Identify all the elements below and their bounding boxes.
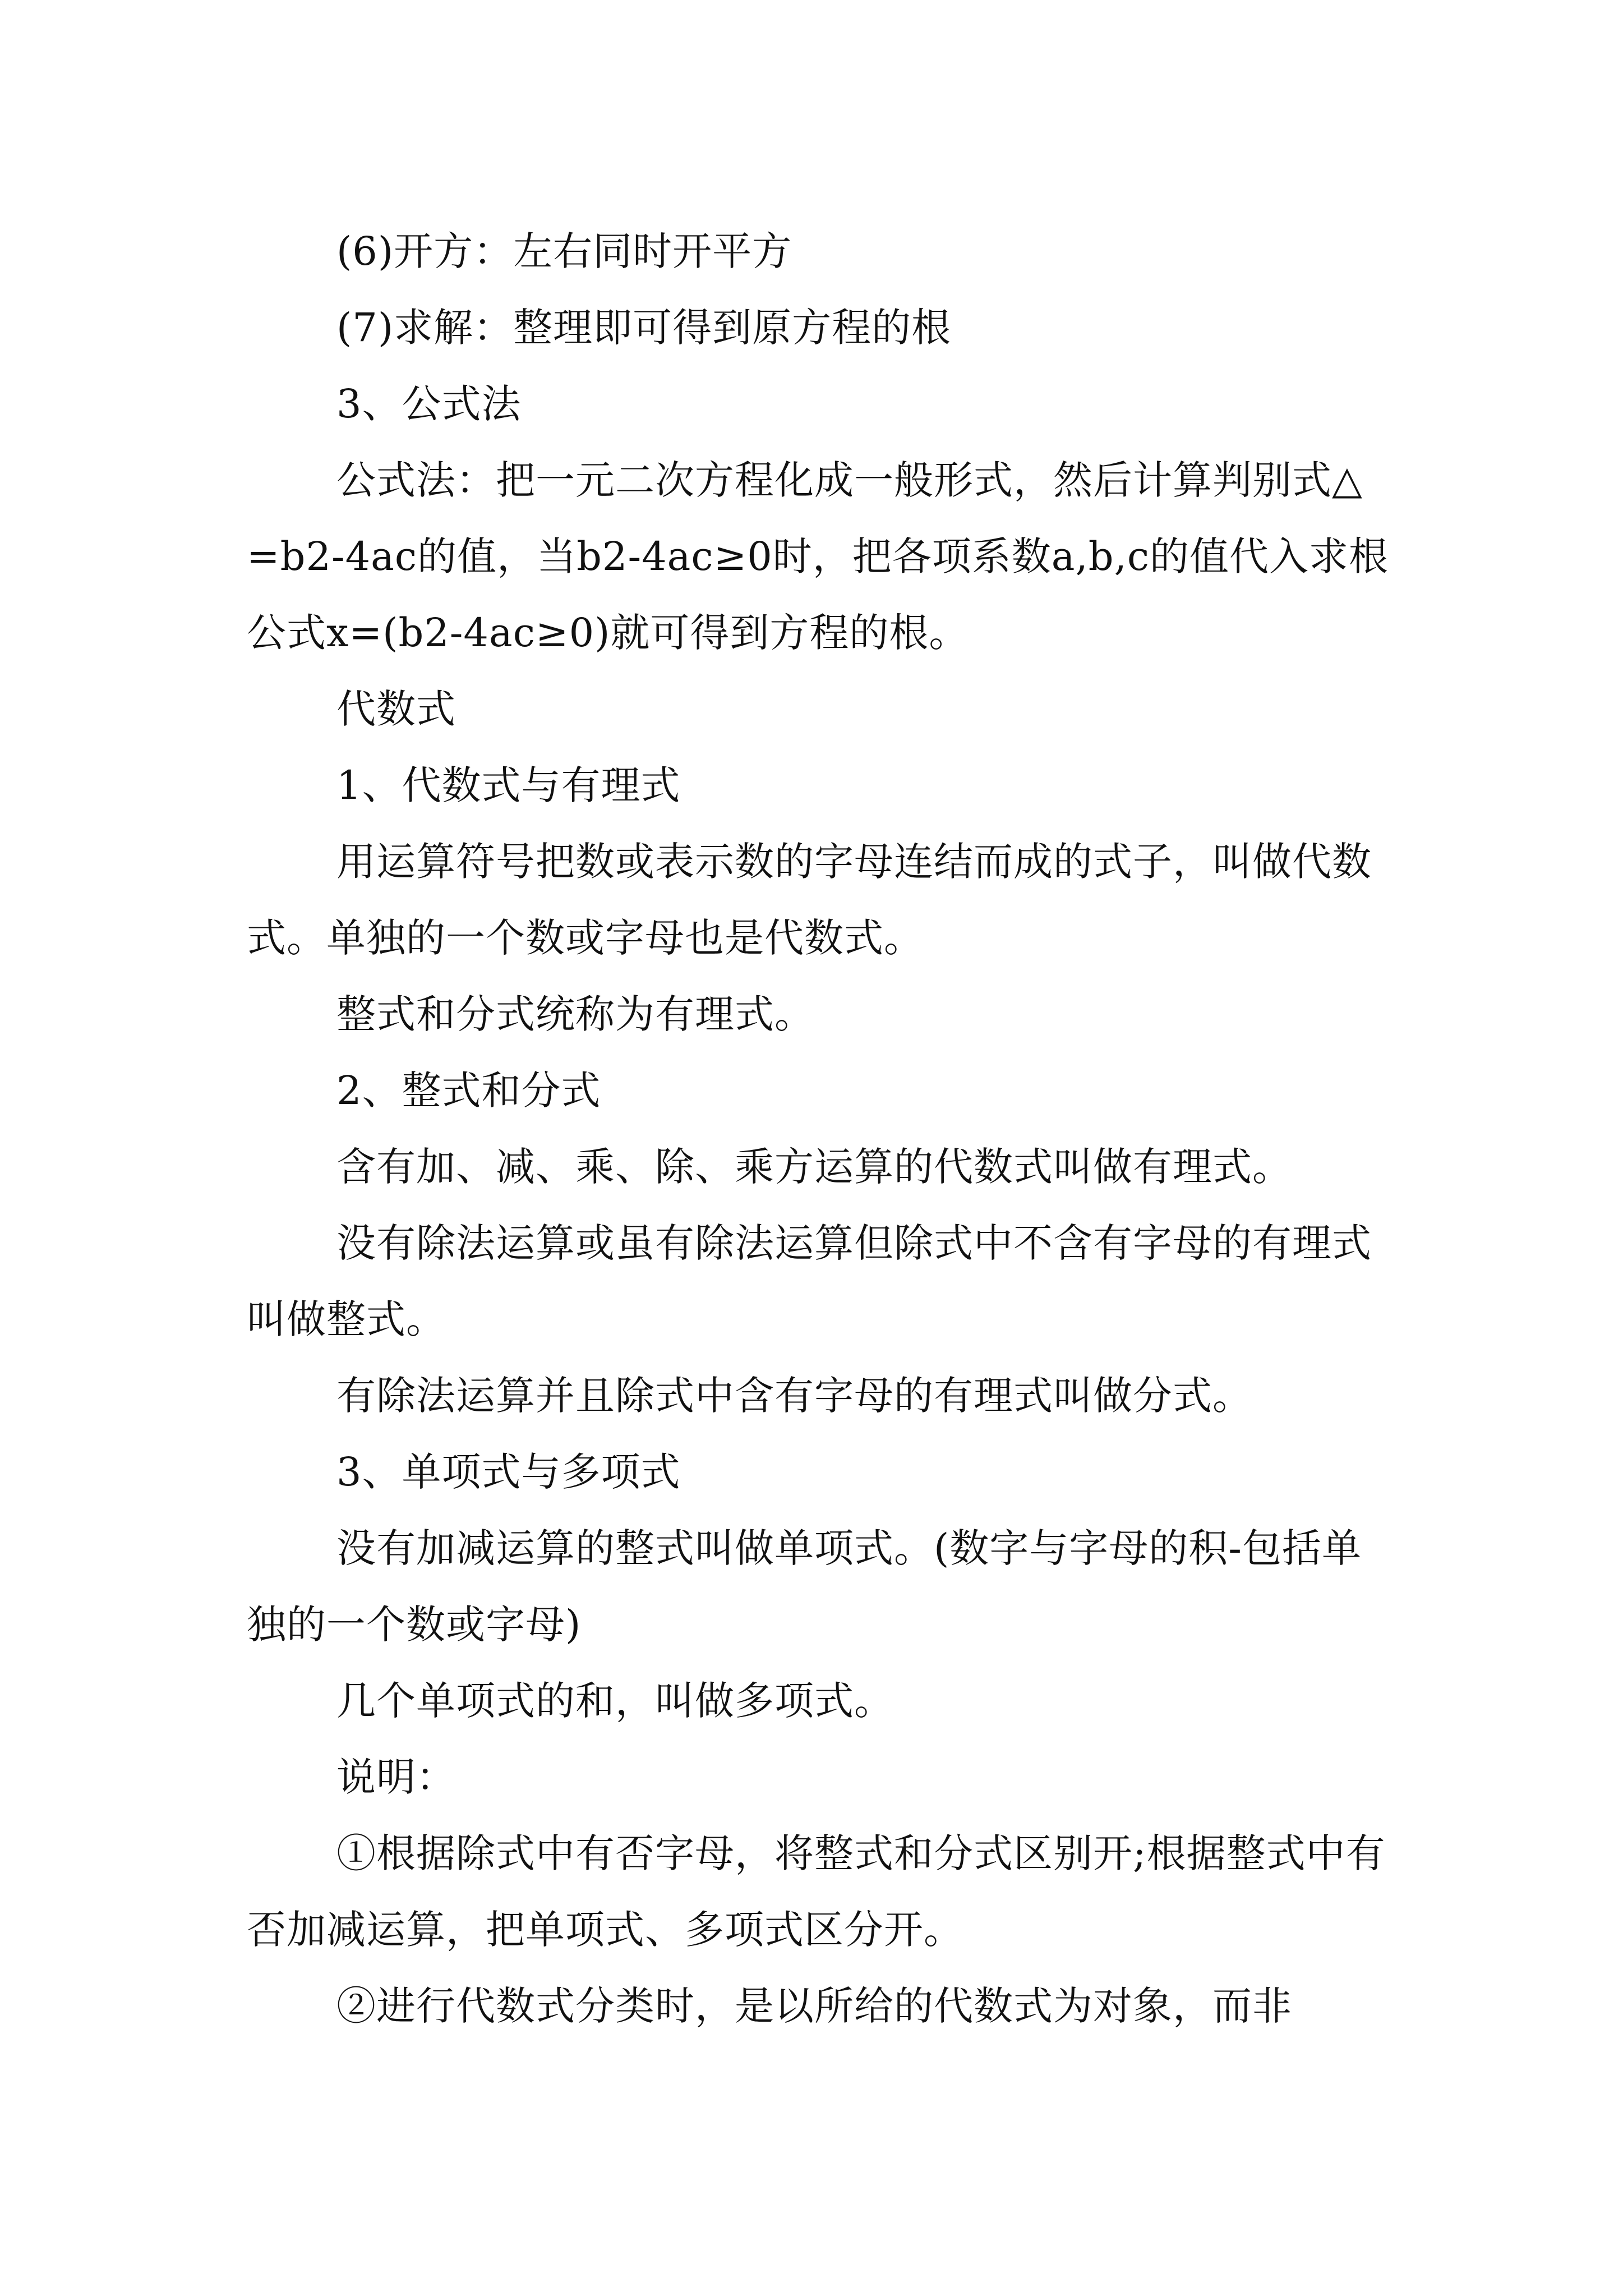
section-heading: 3、公式法 [336, 381, 522, 427]
paragraph: ①根据除式中有否字母，将整式和分式区别开;根据整式中有否加减运算，把单项式、多项式区分开。 [247, 1830, 1386, 1953]
paragraph: 几个单项式的和，叫做多项式。 [336, 1678, 894, 1724]
document-body [247, 213, 1391, 2044]
section-heading: 1、代数式与有理式 [336, 762, 681, 808]
paragraph: 说明： [336, 1754, 456, 1800]
paragraph: 用运算符号把数或表示数的字母连结而成的式子，叫做代数式。单独的一个数或字母也是代数式。 [247, 839, 1372, 961]
paragraph: 没有除法运算或虽有除法运算但除式中不含有字母的有理式叫做整式。 [247, 1220, 1372, 1342]
paragraph: 整式和分式统称为有理式。 [336, 991, 814, 1037]
paragraph: 有除法运算并且除式中含有字母的有理式叫做分式。 [336, 1373, 1252, 1419]
section-heading: 2、整式和分式 [336, 1068, 601, 1114]
paragraph: 公式法：把一元二次方程化成一般形式，然后计算判别式△=b2-4ac的值，当b2-4ac≥0时，把各项系数a,b,c的值代入求根公式x=(b2-4ac≥0)就可得到方程的根。 [247, 457, 1389, 656]
paragraph: 含有加、减、乘、除、乘方运算的代数式叫做有理式。 [336, 1144, 1292, 1190]
paragraph: ②进行代数式分类时，是以所给的代数式为对象，而非 [336, 1983, 1292, 2029]
section-heading: 代数式 [336, 686, 456, 732]
section-heading: 3、单项式与多项式 [336, 1449, 681, 1495]
paragraph: (7)求解：整理即可得到原方程的根 [336, 305, 952, 351]
paragraph: 没有加减运算的整式叫做单项式。(数字与字母的积-包括单独的一个数或字母) [247, 1525, 1362, 1648]
paragraph: (6)开方：左右同时开平方 [336, 228, 792, 274]
